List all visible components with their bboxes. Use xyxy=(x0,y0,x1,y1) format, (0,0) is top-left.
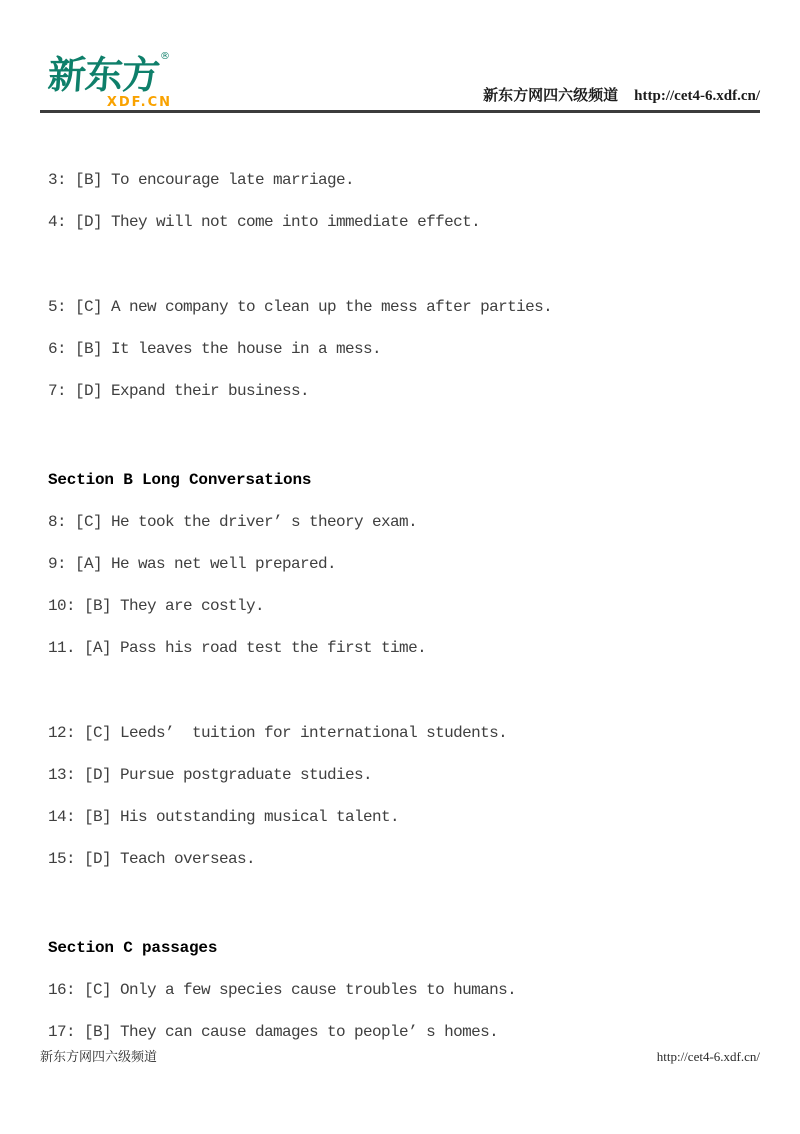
xdf-logo-domain-text: XDF.CN xyxy=(106,95,172,110)
answer-line-11: 11. [A] Pass his road test the first time. xyxy=(48,639,427,657)
answer-line-6: 6: [B] It leaves the house in a mess. xyxy=(48,340,382,358)
answer-line-14: 14: [B] His outstanding musical talent. xyxy=(48,808,400,826)
answer-line-10: 10: [B] They are costly. xyxy=(48,597,265,615)
xdf-logo xyxy=(48,53,174,111)
page-header xyxy=(40,51,760,113)
registered-trademark-icon: ® xyxy=(160,51,171,62)
header-channel-label: 新东方网四六级频道 xyxy=(483,88,619,104)
answer-line-16: 16: [C] Only a few species cause troubles to humans. xyxy=(48,981,517,999)
section-c-heading: Section C passages xyxy=(48,939,218,957)
answer-line-13: 13: [D] Pursue postgraduate studies. xyxy=(48,766,373,784)
answer-list xyxy=(48,116,760,1053)
answer-line-9: 9: [A] He was net well prepared. xyxy=(48,555,337,573)
answer-line-12: 12: [C] Leeds’ tuition for international students. xyxy=(48,724,508,742)
section-b-heading: Section B Long Conversations xyxy=(48,471,312,489)
answer-line-15: 15: [D] Teach overseas. xyxy=(48,850,256,868)
answer-line-5: 5: [C] A new company to clean up the mess after parties. xyxy=(48,298,553,316)
header-url: http://cet4-6.xdf.cn/ xyxy=(634,88,760,104)
footer-channel-label: 新东方网四六级频道 xyxy=(40,1049,158,1064)
footer-url: http://cet4-6.xdf.cn/ xyxy=(656,1049,760,1064)
header-site-info xyxy=(483,84,760,105)
xdf-logo-chinese-text: 新东方 xyxy=(46,53,161,97)
answer-line-3: 3: [B] To encourage late marriage. xyxy=(48,171,355,189)
answer-line-4: 4: [D] They will not come into immediate effect. xyxy=(48,213,481,231)
page-footer xyxy=(40,1046,760,1065)
answer-line-17: 17: [B] They can cause damages to people’ s homes. xyxy=(48,1023,499,1041)
answer-line-8: 8: [C] He took the driver’ s theory exam. xyxy=(48,513,418,531)
answer-line-7: 7: [D] Expand their business. xyxy=(48,382,310,400)
